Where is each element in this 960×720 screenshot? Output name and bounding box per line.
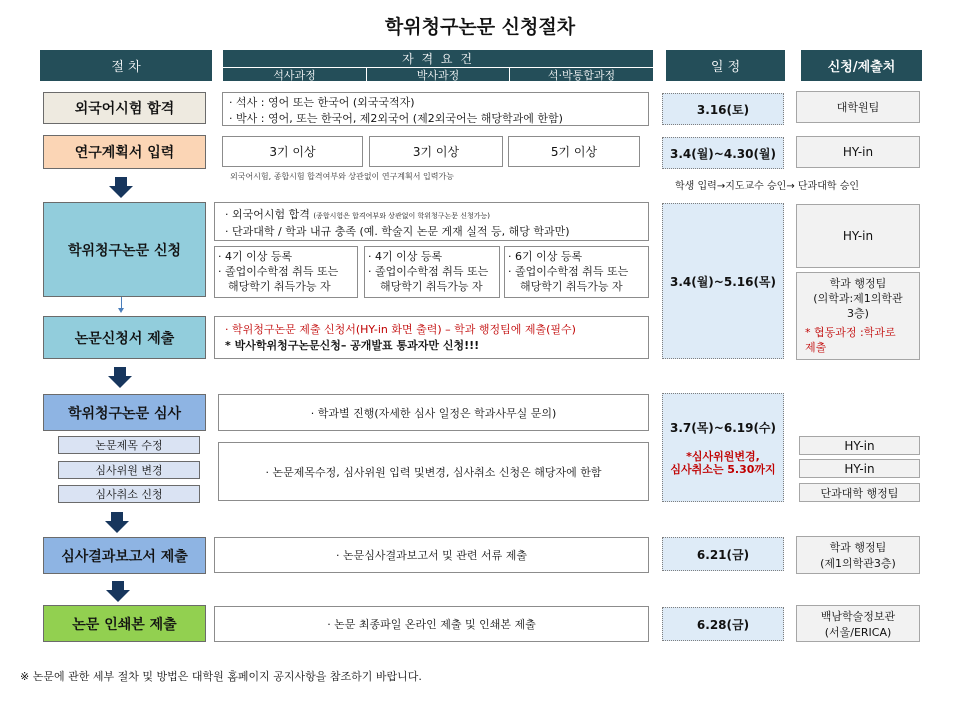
step-application-form: 논문신청서 제출 bbox=[43, 316, 206, 359]
result-place-line1: 학과 행정팀 bbox=[829, 541, 887, 554]
review-place-1: HY-in bbox=[799, 436, 920, 455]
foreign-exam-place: 대학원팀 bbox=[796, 91, 920, 123]
review-date-note1: *심사위원변경, bbox=[686, 450, 760, 463]
flow-arrow-head bbox=[105, 521, 129, 533]
review-sub-cancel: 심사취소 신청 bbox=[58, 485, 200, 503]
thesis-apply-requirements bbox=[214, 202, 649, 241]
review-sub-details: · 논문제목수정, 심사위원 입력 및변경, 심사취소 신청은 해당자에 한함 bbox=[218, 442, 649, 501]
doctoral-line1: · 4기 이상 등록 bbox=[368, 250, 443, 263]
application-place-note2: 제출 bbox=[805, 341, 827, 354]
header-submit-to: 신청/제출처 bbox=[801, 50, 922, 81]
masters-line3: 해당학기 취득가능 자 bbox=[228, 280, 331, 293]
header-step: 절 차 bbox=[40, 50, 212, 81]
research-place: HY-in bbox=[796, 136, 920, 168]
thesis-apply-date: 3.4(월)~5.16(목) bbox=[662, 203, 784, 359]
print-details: · 논문 최종파일 온라인 제출 및 인쇄본 제출 bbox=[214, 606, 649, 642]
masters-line1: · 4기 이상 등록 bbox=[218, 250, 293, 263]
research-note: 외국어시험, 종합시험 합격여부와 상관없이 연구계획서 입력가능 bbox=[230, 172, 454, 181]
masters-line2: · 졸업이수학점 취득 또는 bbox=[218, 265, 339, 278]
foreign-exam-date: 3.16(토) bbox=[662, 93, 784, 125]
header-masters: 석사과정 bbox=[223, 67, 366, 81]
review-date-block bbox=[662, 393, 784, 502]
application-place-line1: 학과 행정팀 bbox=[829, 277, 887, 290]
research-integrated: 5기 이상 bbox=[508, 136, 640, 167]
flow-arrow bbox=[111, 512, 123, 521]
flow-arrow bbox=[115, 177, 127, 186]
flow-arrow-head bbox=[106, 590, 130, 602]
application-form-details bbox=[214, 316, 649, 359]
step-research-plan: 연구계획서 입력 bbox=[43, 135, 206, 169]
step-foreign-exam: 외국어시험 합격 bbox=[43, 92, 206, 124]
review-place-3: 단과대학 행정팀 bbox=[799, 483, 920, 502]
step-print-submit: 논문 인쇄본 제출 bbox=[43, 605, 206, 642]
thesis-req-line1 bbox=[225, 207, 638, 224]
page-title: 학위청구논문 신청절차 bbox=[384, 16, 576, 38]
foreign-req-line2: · 박사 : 영어, 또는 한국어, 제2외국어 (제2외국어는 해당학과에 한함) bbox=[229, 112, 563, 125]
review-date-note2: 심사취소는 5.30까지 bbox=[670, 463, 776, 476]
application-place-line3: 3층) bbox=[847, 307, 869, 320]
foreign-exam-requirements bbox=[222, 92, 649, 126]
doctoral-line2: · 졸업이수학점 취득 또는 bbox=[368, 265, 489, 278]
thesis-apply-doctoral bbox=[364, 246, 500, 298]
application-place-line2: (의학과:제1의학관 bbox=[813, 292, 903, 305]
print-place-line1: 백남학술정보관 bbox=[820, 609, 896, 623]
thesis-req-line2: · 단과대학 / 학과 내규 충족 (예. 학술지 논문 게재 실적 등, 해당 학과만) bbox=[225, 225, 570, 238]
review-sub-title-change: 논문제목 수정 bbox=[58, 436, 200, 454]
review-place-2: HY-in bbox=[799, 459, 920, 478]
header-integrated: 석·박통합과정 bbox=[509, 67, 653, 81]
step-thesis-review: 학위청구논문 심사 bbox=[43, 394, 206, 431]
footnote: ※ 논문에 관한 세부 절차 및 방법은 대학원 홈페이지 공지사항을 참조하기 바랍니다. bbox=[20, 670, 422, 683]
research-date: 3.4(월)~4.30(월) bbox=[662, 137, 784, 169]
result-place-line2: (제1의학관3층) bbox=[820, 557, 896, 570]
print-place-line2: (서울/ERICA) bbox=[824, 625, 892, 639]
step-thesis-apply: 학위청구논문 신청 bbox=[43, 202, 206, 297]
application-form-place bbox=[796, 272, 920, 360]
review-sub-committee-change: 심사위원 변경 bbox=[58, 461, 200, 479]
application-form-line1: · 학위청구논문 제출 신청서(HY-in 화면 출력) – 학과 행정팀에 제출(필수) bbox=[225, 323, 576, 336]
print-place bbox=[796, 605, 920, 642]
flow-arrow-head bbox=[109, 186, 133, 198]
result-date: 6.21(금) bbox=[662, 537, 784, 571]
step-result-report: 심사결과보고서 제출 bbox=[43, 537, 206, 574]
review-details: · 학과별 진행(자세한 심사 일정은 학과사무실 문의) bbox=[218, 394, 649, 431]
foreign-req-line1: · 석사 : 영어 또는 한국어 (외국국적자) bbox=[229, 96, 415, 109]
integrated-line3: 해당학기 취득가능 자 bbox=[520, 280, 623, 293]
application-form-line2: * 박사학위청구논문신청– 공개발표 통과자만 신청!!! bbox=[225, 339, 480, 352]
flow-arrow bbox=[114, 367, 126, 376]
flow-arrow bbox=[112, 581, 124, 590]
result-place bbox=[796, 536, 920, 574]
application-place-note1: * 협동과정 :학과로 bbox=[805, 326, 896, 339]
research-doctoral: 3기 이상 bbox=[369, 136, 503, 167]
thesis-req-line1-small: (종합시험은 합격여부와 상관없이 학위청구논문 신청가능) bbox=[313, 212, 491, 220]
thesis-apply-integrated bbox=[504, 246, 649, 298]
integrated-line1: · 6기 이상 등록 bbox=[508, 250, 583, 263]
thesis-req-line1-main: · 외국어시험 합격 bbox=[225, 208, 310, 221]
integrated-line2: · 졸업이수학점 취득 또는 bbox=[508, 265, 629, 278]
header-requirements: 자 격 요 건 bbox=[223, 50, 653, 67]
header-doctoral: 박사과정 bbox=[366, 67, 509, 81]
connector-arrow-head bbox=[118, 308, 124, 313]
research-date-note: 학생 입력→지도교수 승인→ 단과대학 승인 bbox=[675, 181, 860, 192]
print-date: 6.28(금) bbox=[662, 607, 784, 641]
result-details: · 논문심사결과보고서 및 관련 서류 제출 bbox=[214, 537, 649, 573]
review-date: 3.7(목)~6.19(수) bbox=[669, 421, 777, 435]
header-schedule: 일 정 bbox=[666, 50, 785, 81]
doctoral-line3: 해당학기 취득가능 자 bbox=[380, 280, 483, 293]
thesis-apply-place: HY-in bbox=[796, 204, 920, 268]
research-masters: 3기 이상 bbox=[222, 136, 363, 167]
flow-arrow-head bbox=[108, 376, 132, 388]
thesis-apply-masters bbox=[214, 246, 358, 298]
